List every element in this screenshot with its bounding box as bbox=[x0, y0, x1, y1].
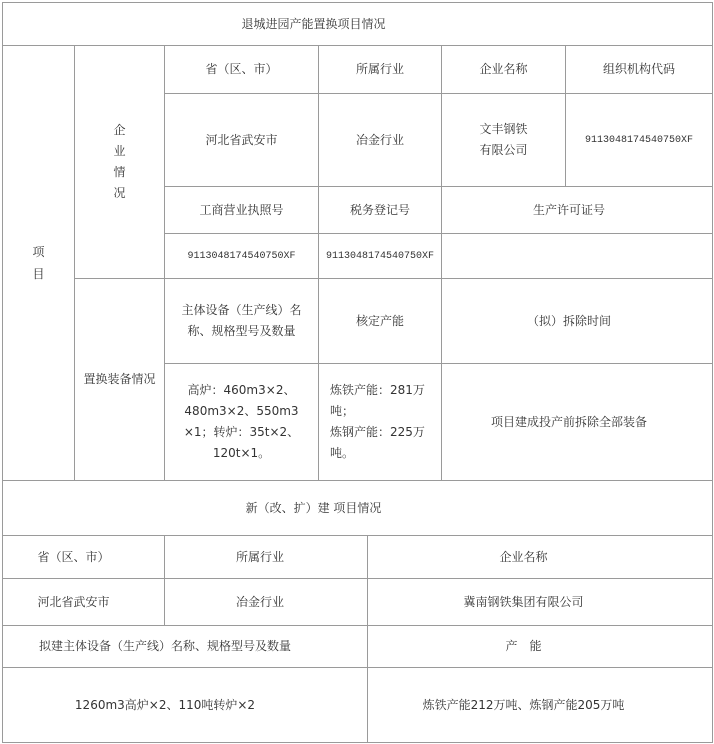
removal-time-value: 项目建成投产前拆除全部装备 bbox=[490, 414, 647, 429]
new-project-title: 新（改、扩）建 项目情况 bbox=[245, 500, 382, 515]
new-industry-value: 冶金行业 bbox=[235, 594, 284, 609]
business-license-cell bbox=[164, 233, 319, 279]
table-title: 退城进园产能置换项目情况 bbox=[241, 16, 386, 31]
removal-time-cell bbox=[441, 363, 713, 481]
new-header-province-cell bbox=[2, 535, 165, 579]
new-project-title-cell bbox=[2, 480, 713, 536]
header-removal-time: （拟）拆除时间 bbox=[526, 313, 611, 328]
header-industry-cell bbox=[318, 45, 442, 94]
new-capacity-value: 炼铁产能212万吨、炼钢产能205万吨 bbox=[422, 697, 625, 712]
org-code-value: 9113048174540750XF bbox=[584, 134, 694, 146]
company-name-line: 有限公司 bbox=[479, 143, 528, 157]
header-capacity-cell bbox=[318, 278, 442, 364]
org-code-cell bbox=[565, 93, 713, 187]
new-header-industry-cell bbox=[164, 535, 368, 579]
replacement-equipment-label: 置换装备情况 bbox=[83, 372, 156, 386]
province-value: 河北省武安市 bbox=[205, 132, 278, 147]
replacement-equipment-label-cell bbox=[74, 278, 165, 481]
tax-registration-value: 9113048174540750XF bbox=[325, 250, 435, 262]
capacity-cell bbox=[318, 363, 442, 481]
header-capacity: 核定产能 bbox=[355, 313, 404, 328]
capacity-line-iron: 炼铁产能：281万吨； bbox=[330, 383, 425, 418]
equipment-value: 高炉：460m3×2、480m3×2、550m3 ×1；转炉：35t×2、120t×1。 bbox=[183, 383, 300, 460]
enterprise-label-cell bbox=[74, 45, 165, 279]
equipment-cell bbox=[164, 363, 319, 481]
header-org-code-cell bbox=[565, 45, 713, 94]
header-removal-time-cell bbox=[441, 278, 713, 364]
business-license-value: 9113048174540750XF bbox=[187, 250, 296, 262]
province-cell bbox=[164, 93, 319, 187]
project-label-cell bbox=[2, 45, 75, 481]
new-header-industry: 所属行业 bbox=[235, 549, 284, 564]
new-province-value: 河北省武安市 bbox=[37, 594, 110, 609]
header-equipment: 主体设备（生产线）名称、规格型号及数量 bbox=[181, 303, 302, 338]
new-equipment-cell bbox=[2, 667, 368, 743]
company-name bbox=[442, 119, 565, 161]
header-production-permit: 生产许可证号 bbox=[532, 202, 605, 217]
production-permit-cell bbox=[441, 233, 713, 279]
enterprise-label: 企业情况 bbox=[113, 123, 126, 200]
new-header-capacity: 产 能 bbox=[505, 639, 542, 653]
header-company: 企业名称 bbox=[479, 62, 528, 76]
header-business-license-cell bbox=[164, 186, 319, 234]
header-business-license: 工商营业执照号 bbox=[199, 202, 284, 217]
header-province: 省（区、市） bbox=[205, 62, 278, 76]
industry-value: 冶金行业 bbox=[355, 132, 404, 147]
new-capacity-cell bbox=[367, 667, 713, 743]
new-header-province: 省（区、市） bbox=[37, 549, 110, 564]
new-company-cell bbox=[367, 578, 713, 626]
new-industry-cell bbox=[164, 578, 368, 626]
capacity-line-steel: 炼钢产能：225万吨。 bbox=[330, 425, 425, 460]
project-label: 项目 bbox=[32, 245, 45, 281]
table-title-cell bbox=[2, 2, 713, 46]
new-equipment-value: 1260m3高炉×2、110吨转炉×2 bbox=[74, 697, 256, 712]
new-header-equipment: 拟建主体设备（生产线）名称、规格型号及数量 bbox=[38, 639, 291, 653]
new-header-company-cell bbox=[367, 535, 713, 579]
header-tax-registration-cell bbox=[318, 186, 442, 234]
header-production-permit-cell bbox=[441, 186, 713, 234]
header-org-code: 组织机构代码 bbox=[602, 62, 675, 76]
header-company-cell bbox=[441, 45, 566, 94]
new-company-value: 冀南钢铁集团有限公司 bbox=[463, 594, 584, 609]
header-tax-registration: 税务登记号 bbox=[349, 202, 410, 217]
industry-cell bbox=[318, 93, 442, 187]
new-header-capacity-cell bbox=[367, 625, 713, 668]
header-equipment-cell bbox=[164, 278, 319, 364]
company-name-line: 文丰钢铁 bbox=[479, 122, 528, 136]
new-province-cell bbox=[2, 578, 165, 626]
new-header-company: 企业名称 bbox=[499, 549, 548, 564]
header-province-cell bbox=[164, 45, 319, 94]
tax-registration-cell bbox=[318, 233, 442, 279]
capacity-value bbox=[330, 380, 429, 464]
new-header-equipment-cell bbox=[2, 625, 368, 668]
company-cell bbox=[441, 93, 566, 187]
header-industry: 所属行业 bbox=[355, 62, 404, 76]
